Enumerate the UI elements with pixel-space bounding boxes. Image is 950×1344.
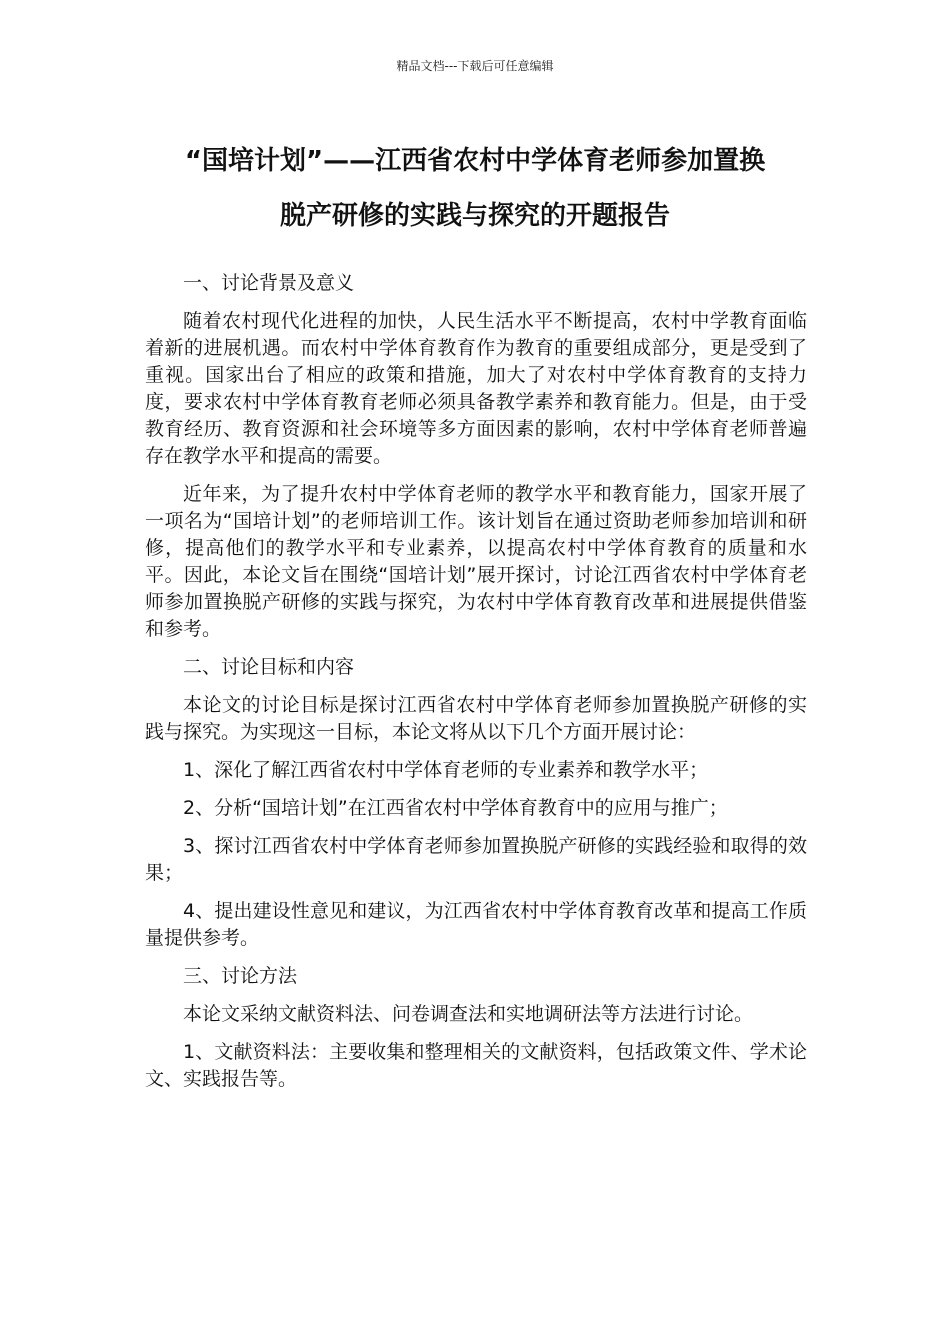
list-item: 4、提出建设性意见和建议，为江西省农村中学体育教育改革和提高工作质量提供参考。 — [145, 900, 807, 949]
paragraph: 本论文采纳文献资料法、问卷调查法和实地调研法等方法进行讨论。 — [183, 1003, 754, 1025]
paragraph: 本论文的讨论目标是探讨江西省农村中学体育老师参加置换脱产研修的实践与探究。为实现这一目标，本论文将从以下几个方面开展讨论： — [145, 694, 807, 743]
section-heading-2: 二、讨论目标和内容 — [183, 656, 355, 678]
list-item: 2、分析“国培计划”在江西省农村中学体育教育中的应用与推广； — [183, 797, 728, 819]
section-heading-1: 一、讨论背景及意义 — [183, 272, 355, 294]
document-title — [130, 134, 820, 244]
section-heading-3: 三、讨论方法 — [183, 965, 298, 987]
title-line-2: 脱产研修的实践与探究的开题报告 — [279, 201, 670, 231]
list-item: 3、探讨江西省农村中学体育老师参加置换脱产研修的实践经验和取得的效果； — [145, 835, 807, 884]
paragraph: 随着农村现代化进程的加快，人民生活水平不断提高，农村中学教育面临着新的进展机遇。而农村中学体育教育作为教育的重要组成部分，更是受到了重视。国家出台了相应的政策和措施，加大了对农村中学体育教育的支持力度，要求农村中学体育教育老师必须具备教学素养和教育能力。但是，由于受教育经历、教育资源和社会环境等多方面因素的影响，农村中学体育老师普遍存在教学水平和提高的需要。 — [145, 310, 807, 467]
header-note: 精品文档---下载后可任意编辑 — [396, 59, 554, 73]
paragraph: 近年来，为了提升农村中学体育老师的教学水平和教育能力，国家开展了一项名为“国培计划”的老师培训工作。该计划旨在通过资助老师参加培训和研修，提高他们的教学水平和专业素养，以提高农村中学体育教育的质量和水平。因此，本论文旨在围绕“国培计划”展开探讨，讨论江西省农村中学体育老师参加置换脱产研修的实践与探究，为农村中学体育教育改革和进展提供借鉴和参考。 — [145, 483, 807, 640]
title-line-1: “国培计划”——江西省农村中学体育老师参加置换 — [184, 146, 766, 176]
list-item: 1、深化了解江西省农村中学体育老师的专业素养和教学水平； — [183, 759, 709, 781]
document-body — [145, 270, 807, 1104]
list-item: 1、文献资料法：主要收集和整理相关的文献资料，包括政策文件、学术论文、实践报告等。 — [145, 1041, 807, 1090]
